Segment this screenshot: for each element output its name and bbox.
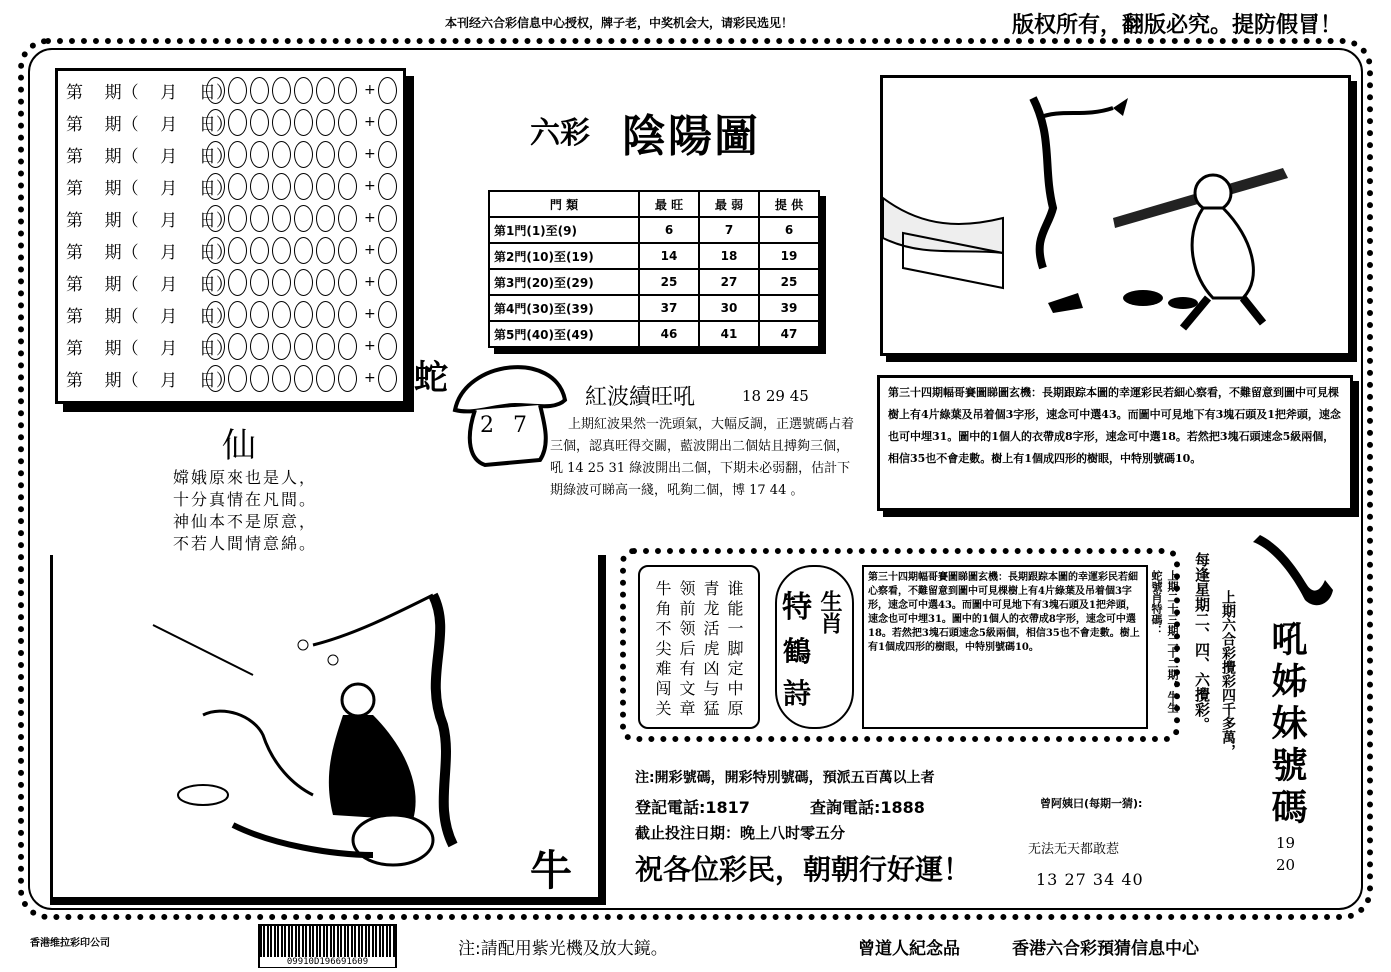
ox-char: 牛: [530, 846, 573, 895]
value-cell: 37: [639, 295, 699, 321]
plus-sign: +: [364, 210, 376, 226]
number-circle: [228, 237, 247, 264]
number-circle: [316, 77, 335, 104]
number-circle: [338, 269, 357, 296]
number-circle: [316, 205, 335, 232]
record-row-label: 第 期（ 月 日）: [66, 146, 233, 167]
number-circle: [316, 333, 335, 360]
number-circle: [250, 333, 269, 360]
number-circle: [206, 173, 225, 200]
number-circle: [272, 109, 291, 136]
poem-line: 十分真情在凡間。: [173, 490, 318, 509]
barcode: [258, 924, 397, 968]
number-circle: [206, 269, 225, 296]
analysis-text: 第三十四期幅哥賽圖睇圖玄機：長期跟踪本圖的幸運彩民若細心察看，不難留意到圖中可見棵樹上有4片綠葉及吊着個3字形，速念可中選43。而圖中可見地下有3塊石頭及1把斧頭，速念也可中埋31。圖中的1個人的衣帶成8字形，速念可中選18。若然把3塊石頭速念5級兩個，相信35也不會走數。樹上有1個成四形的樹眼，中特別號碼10。: [868, 572, 1140, 653]
red-wave-numbers: 18 29 45: [742, 387, 809, 405]
number-circle: [206, 333, 225, 360]
zodiac-right-col: 上期二十三期二十二期：牛生蛇號肖特碼：: [1150, 570, 1179, 713]
number-circle: [228, 109, 247, 136]
number-circle: [338, 205, 357, 232]
xian-poem: [173, 467, 317, 555]
record-row: [66, 267, 400, 297]
special-number-circle: [378, 237, 397, 264]
plus-sign: +: [364, 306, 376, 322]
value-cell: 6: [639, 217, 699, 243]
range-label-cell: 第4門(30)至(39): [489, 295, 639, 321]
number-circle: [316, 365, 335, 392]
zodiac-title-big: 特: [782, 590, 812, 625]
value-cell: 39: [759, 295, 819, 321]
riddle: 无法无天都敢惹: [1028, 842, 1120, 857]
number-circle: [272, 205, 291, 232]
poem-line: 神仙本不是原意，: [173, 512, 318, 531]
number-circle: [228, 141, 247, 168]
value-cell: 25: [759, 269, 819, 295]
record-row-label: 第 期（ 月 日）: [66, 114, 233, 135]
number-circle: [272, 237, 291, 264]
greeting: 祝各位彩民，朝朝行好運！: [635, 853, 972, 886]
number-circle: [250, 141, 269, 168]
header-notice: 本刊经六合彩信息中心授权，牌子老，中奖机会大，请彩民选见！: [445, 16, 794, 30]
number-circle: [338, 109, 357, 136]
table-header: 提 供: [759, 191, 819, 217]
title-main: 陰陽圖: [622, 111, 760, 162]
table-header: 門 類: [489, 191, 639, 217]
special-number-circle: [378, 301, 397, 328]
number-circle: [206, 77, 225, 104]
number-circle: [294, 109, 313, 136]
number-circle: [338, 237, 357, 264]
poem-line: 不若人間情意綿。: [173, 534, 318, 553]
number-circle: [294, 237, 313, 264]
number-circle: [294, 301, 313, 328]
red-wave-heading: 紅波續旺吼: [585, 385, 696, 410]
footer-center: 香港六合彩預猜信息中心: [1012, 939, 1199, 959]
number-circle: [272, 141, 291, 168]
table-header: 最 弱: [699, 191, 759, 217]
record-row-label: 第 期（ 月 日）: [66, 274, 233, 295]
number-circle: [228, 333, 247, 360]
plus-sign: +: [364, 242, 376, 258]
record-row: [66, 363, 400, 393]
value-cell: 7: [699, 217, 759, 243]
special-number-circle: [378, 77, 397, 104]
value-cell: 47: [759, 321, 819, 347]
zodiac-title-end: 詩: [783, 677, 812, 710]
number-circle: [272, 77, 291, 104]
number-circle: [338, 365, 357, 392]
value-cell: 18: [699, 243, 759, 269]
number-circle: [206, 237, 225, 264]
number-circle: [228, 269, 247, 296]
record-row-label: 第 期（ 月 日）: [66, 338, 233, 359]
plus-sign: +: [364, 338, 376, 354]
special-number-circle: [378, 365, 397, 392]
number-circle: [250, 301, 269, 328]
value-cell: 41: [699, 321, 759, 347]
record-row: [66, 107, 400, 137]
poem-line: 嫦娥原來也是人，: [173, 468, 318, 487]
footer-printer: 香港维拉彩印公司: [30, 938, 110, 949]
record-row: [66, 75, 400, 105]
record-row: [66, 139, 400, 169]
number-circle: [250, 109, 269, 136]
number-circle: [272, 173, 291, 200]
number-circle: [338, 173, 357, 200]
value-cell: 25: [639, 269, 699, 295]
record-row-label: 第 期（ 月 日）: [66, 178, 233, 199]
number-circle: [272, 269, 291, 296]
record-row-label: 第 期（ 月 日）: [66, 82, 233, 103]
number-circle: [338, 77, 357, 104]
number-circle: [316, 141, 335, 168]
immortals-drawing: [53, 555, 593, 885]
value-cell: 27: [699, 269, 759, 295]
special-number-circle: [378, 141, 397, 168]
number-circle: [206, 109, 225, 136]
record-row: [66, 171, 400, 201]
table-row: [489, 243, 819, 269]
record-row-label: 第 期（ 月 日）: [66, 242, 233, 263]
value-cell: 6: [759, 217, 819, 243]
number-circle: [250, 173, 269, 200]
special-number-circle: [378, 269, 397, 296]
sister-big-col: 吼姊妹號碼: [1266, 620, 1308, 830]
person-label: 曾阿姨曰(每期一猜):: [1040, 797, 1143, 810]
special-number-circle: [378, 173, 397, 200]
number-circle: [316, 109, 335, 136]
special-number-circle: [378, 205, 397, 232]
number-circle: [294, 365, 313, 392]
record-row: [66, 203, 400, 233]
table-row: [489, 295, 819, 321]
record-row-label: 第 期（ 月 日）: [66, 370, 233, 391]
range-label-cell: 第5門(40)至(49): [489, 321, 639, 347]
number-circle: [294, 77, 313, 104]
number-circle: [316, 173, 335, 200]
illustration-woodcutter: [880, 75, 1351, 356]
weekday-column: 每逢星期二、四、六攪彩。: [1193, 552, 1211, 732]
table-row: [489, 217, 819, 243]
deadline: 截止投注日期：晚上八时零五分: [635, 824, 846, 842]
saxophone-icon: [1245, 530, 1340, 610]
number-circle: [316, 269, 335, 296]
number-circle: [250, 269, 269, 296]
number-circle: [206, 205, 225, 232]
zodiac-title-mid: 鶴: [783, 635, 812, 668]
zodiac-verse: 谁能一脚定中原 青龙活虎凶与猛 领前领后有文章 牛角不尖难闯关: [653, 580, 744, 720]
number-circle: [228, 365, 247, 392]
plus-sign: +: [364, 146, 376, 162]
xian-char: 仙: [222, 426, 256, 466]
puzzle-note: 第三十四期幅哥賽圖睇圖玄機：長期跟踪本圖的幸運彩民若細心察看，不難留意到圖中可見棵樹上有4片綠葉及吊着個3字形，速念可中選43。而圖中可見地下有3塊石頭及1把斧頭，速念也可中埋31。圖中的1個人的衣帶成8字形，速念可中選18。若然把3塊石頭速念5級兩個，相信35也不會走數。樹上有1個成四形的樹眼，中特別號碼10。: [877, 375, 1353, 511]
phone-query: 查詢電話:1888: [810, 798, 925, 817]
range-label-cell: 第3門(20)至(29): [489, 269, 639, 295]
phone-register: 登記電話:1817: [635, 798, 750, 817]
plus-sign: +: [364, 274, 376, 290]
value-cell: 46: [639, 321, 699, 347]
zodiac-title-rest: 生肖: [817, 590, 843, 634]
number-circle: [294, 141, 313, 168]
value-cell: 14: [639, 243, 699, 269]
note-line1: 注:開彩號碼，開彩特別號碼，預派五百萬以上者: [635, 770, 935, 786]
table-row: [489, 269, 819, 295]
record-row: [66, 331, 400, 361]
value-cell: 30: [699, 295, 759, 321]
sister-small-col: 上期六合彩攪彩四千多萬，: [1220, 590, 1236, 758]
number-circle: [228, 77, 247, 104]
title-small: 六彩: [530, 116, 590, 151]
record-row: [66, 235, 400, 265]
number-circle: [316, 301, 335, 328]
number-circle: [206, 301, 225, 328]
number-circle: [206, 365, 225, 392]
number-circle: [250, 205, 269, 232]
number-circle: [294, 333, 313, 360]
plus-sign: +: [364, 114, 376, 130]
value-cell: 19: [759, 243, 819, 269]
number-circle: [338, 333, 357, 360]
number-circle: [316, 237, 335, 264]
woodcutter-drawing: [883, 78, 1348, 353]
number-circle: [338, 141, 357, 168]
mushroom-numbers: 2 7: [480, 413, 533, 438]
number-circle: [250, 365, 269, 392]
number-circle: [272, 365, 291, 392]
record-row-label: 第 期（ 月 日）: [66, 306, 233, 327]
number-circle: [228, 173, 247, 200]
special-number-circle: [378, 333, 397, 360]
number-circle: [294, 205, 313, 232]
footer-souvenir: 曾道人紀念品: [858, 939, 960, 959]
illustration-immortals: [50, 555, 606, 905]
record-row: [66, 299, 400, 329]
barcode-number: 09910D196691609: [260, 957, 395, 967]
special-number-circle: [378, 109, 397, 136]
red-wave-body: 上期紅波果然一洗頭氣，大幅反調，正選號碼占着三個，認真旺得交關，藍波開出二個姑且搏夠三個，吼 14 25 31 綠波開出二個，下期未必弱翻，估計下期綠波可睇高一綫，吼夠二個，博 17 44 。: [550, 417, 855, 498]
snake-char: 蛇: [414, 358, 448, 398]
number-circle: [250, 237, 269, 264]
number-circle: [272, 301, 291, 328]
sister-numbers: 19 20: [1276, 834, 1296, 874]
number-circle: [294, 269, 313, 296]
plus-sign: +: [364, 370, 376, 386]
number-circle: [206, 141, 225, 168]
zodiac-analysis: [862, 565, 1148, 729]
record-grid: [55, 68, 406, 404]
header-copyright: 版权所有，翻版必究。提防假冒！: [1012, 12, 1343, 38]
number-circle: [338, 301, 357, 328]
range-label-cell: 第1門(1)至(9): [489, 217, 639, 243]
number-circle: [294, 173, 313, 200]
ranges-table: [488, 190, 820, 348]
number-circle: [228, 205, 247, 232]
number-circle: [250, 77, 269, 104]
plus-sign: +: [364, 82, 376, 98]
record-row-label: 第 期（ 月 日）: [66, 210, 233, 231]
table-row: [489, 321, 819, 347]
footer-note: 注:請配用紫光機及放大鏡。: [458, 939, 668, 959]
number-circle: [228, 301, 247, 328]
riddle-numbers: 13 27 34 40: [1036, 870, 1144, 889]
plus-sign: +: [364, 178, 376, 194]
range-label-cell: 第2門(10)至(19): [489, 243, 639, 269]
table-header: 最 旺: [639, 191, 699, 217]
number-circle: [272, 333, 291, 360]
